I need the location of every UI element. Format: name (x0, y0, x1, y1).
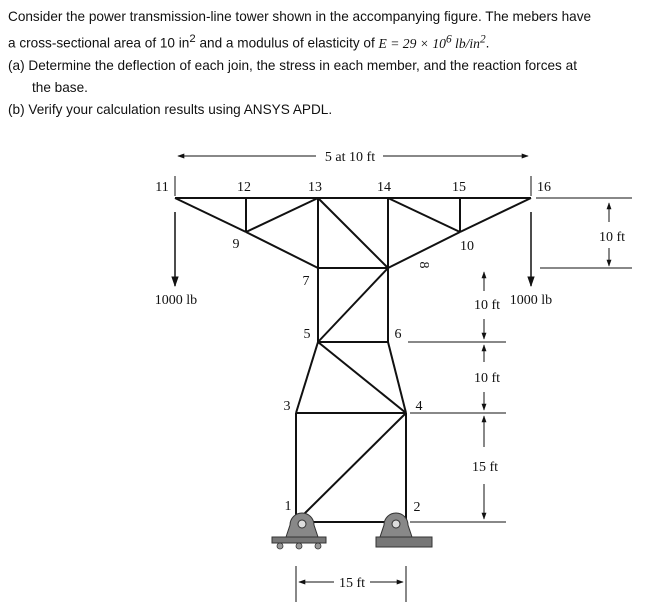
area-exponent: 2 (189, 33, 196, 45)
load-label-right: 1000 lb (509, 293, 553, 308)
arm-height-label: 10 ft (598, 230, 626, 245)
modulus-value: $E = 29 \times 10^6$ $lb/in^2$ (378, 33, 486, 51)
joint-label-10: 10 (460, 239, 474, 254)
upper-dim-label-2: 10 ft (473, 371, 501, 386)
part-a: (a) Determine the deflection of each join, the stress in each member, and the reaction forces at (8, 57, 577, 73)
member-16-10 (460, 198, 531, 232)
joint-label-7: 7 (302, 274, 310, 289)
member-5-8 (318, 268, 388, 342)
upper-dim-label-1: 10 ft (473, 298, 501, 313)
member-1-4 (296, 413, 406, 522)
lower-dim-label: 15 ft (471, 460, 499, 475)
joint-label-4: 4 (415, 399, 423, 414)
joint-label-5: 5 (303, 327, 311, 342)
modulus-text: and a modulus of elasticity of (195, 35, 379, 51)
member-9-13 (246, 198, 318, 232)
joint-label-14: 14 (377, 180, 391, 195)
load-label-left: 1000 lb (154, 293, 198, 308)
part-a-continued: the base. (32, 79, 88, 95)
joint-label-2: 2 (413, 500, 421, 515)
pin-support-left (272, 513, 326, 549)
member-9-7 (246, 232, 318, 268)
part-b: (b) Verify your calculation results using ANSYS APDL. (8, 101, 333, 117)
pin-support-right (376, 513, 432, 547)
area-text: a cross-sectional area of 10 in (8, 35, 190, 51)
member-10-14 (388, 198, 460, 232)
joint-label-6: 6 (394, 327, 402, 342)
joint-label-12: 12 (237, 180, 251, 195)
member-11-9 (175, 198, 246, 232)
member-5-4 (318, 342, 406, 413)
joint-label-13: 13 (308, 180, 322, 195)
joint-label-8: 8 (416, 261, 431, 269)
member-13-8 (318, 198, 388, 268)
problem-line-1: Consider the power transmission-line tower shown in the accompanying figure. The mebers have (8, 9, 592, 24)
problem-line-2: a cross-sectional area of 10 $in^2$ and a modulus of elasticity of $E = 29 \times 10^6$ $lb/in^2$. (8, 33, 490, 51)
member-5-3 (296, 342, 318, 413)
member-6-4 (388, 342, 406, 413)
joint-label-11: 11 (155, 180, 169, 195)
base-width-label: 15 ft (338, 576, 366, 591)
joint-label-16: 16 (537, 180, 551, 195)
top-span-label: 5 at 10 ft (324, 150, 376, 165)
joint-label-3: 3 (283, 399, 291, 414)
joint-label-9: 9 (232, 237, 240, 252)
joint-label-1: 1 (284, 499, 292, 514)
joint-label-15: 15 (452, 180, 466, 195)
